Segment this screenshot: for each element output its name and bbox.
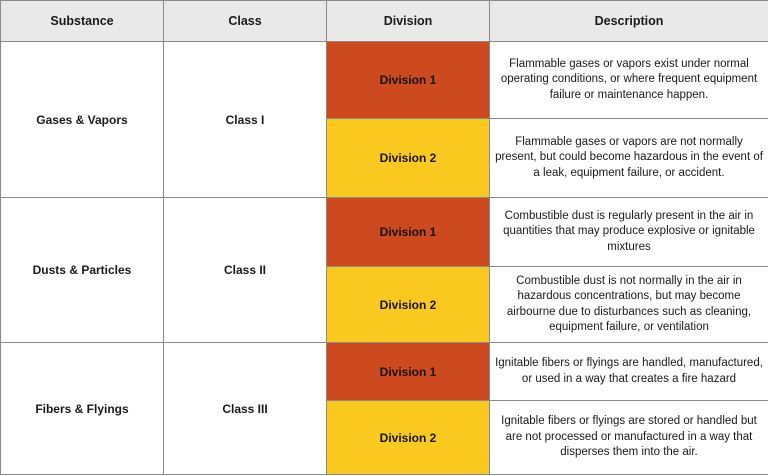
class-cell: Class I — [164, 42, 327, 198]
header-row — [1, 1, 768, 42]
division-2-cell: Division 2 — [327, 119, 490, 198]
description-cell: Ignitable fibers or flyings are stored or handled but are not processed or manufactured in a way that disperses them into the air. — [490, 401, 768, 475]
header-division: Division — [327, 1, 490, 42]
description-cell: Combustible dust is not normally in the air in hazardous concentrations, but may become airbourne due to disturbances such as cleaning, equipment failure, or ventilation — [490, 267, 768, 343]
table-header — [1, 1, 768, 42]
table-row — [1, 343, 768, 401]
table-row — [1, 198, 768, 267]
substance-cell: Gases & Vapors — [1, 42, 164, 198]
substance-cell: Dusts & Particles — [1, 198, 164, 343]
table-body — [1, 42, 768, 475]
header-class: Class — [164, 1, 327, 42]
division-1-cell: Division 1 — [327, 198, 490, 267]
division-2-cell: Division 2 — [327, 401, 490, 475]
header-description: Description — [490, 1, 768, 42]
header-substance: Substance — [1, 1, 164, 42]
table-row — [1, 42, 768, 119]
description-cell: Ignitable fibers or flyings are handled, manufactured, or used in a way that creates a fire hazard — [490, 343, 768, 401]
class-cell: Class II — [164, 198, 327, 343]
division-2-cell: Division 2 — [327, 267, 490, 343]
substance-cell: Fibers & Flyings — [1, 343, 164, 475]
description-cell: Flammable gases or vapors exist under normal operating conditions, or where frequent equipment failure or maintenance happen. — [490, 42, 768, 119]
description-cell: Flammable gases or vapors are not normally present, but could become hazardous in the event of a leak, equipment failure, or accident. — [490, 119, 768, 198]
description-cell: Combustible dust is regularly present in the air in quantities that may produce explosive or ignitable mixtures — [490, 198, 768, 267]
class-cell: Class III — [164, 343, 327, 475]
division-1-cell: Division 1 — [327, 343, 490, 401]
division-1-cell: Division 1 — [327, 42, 490, 119]
